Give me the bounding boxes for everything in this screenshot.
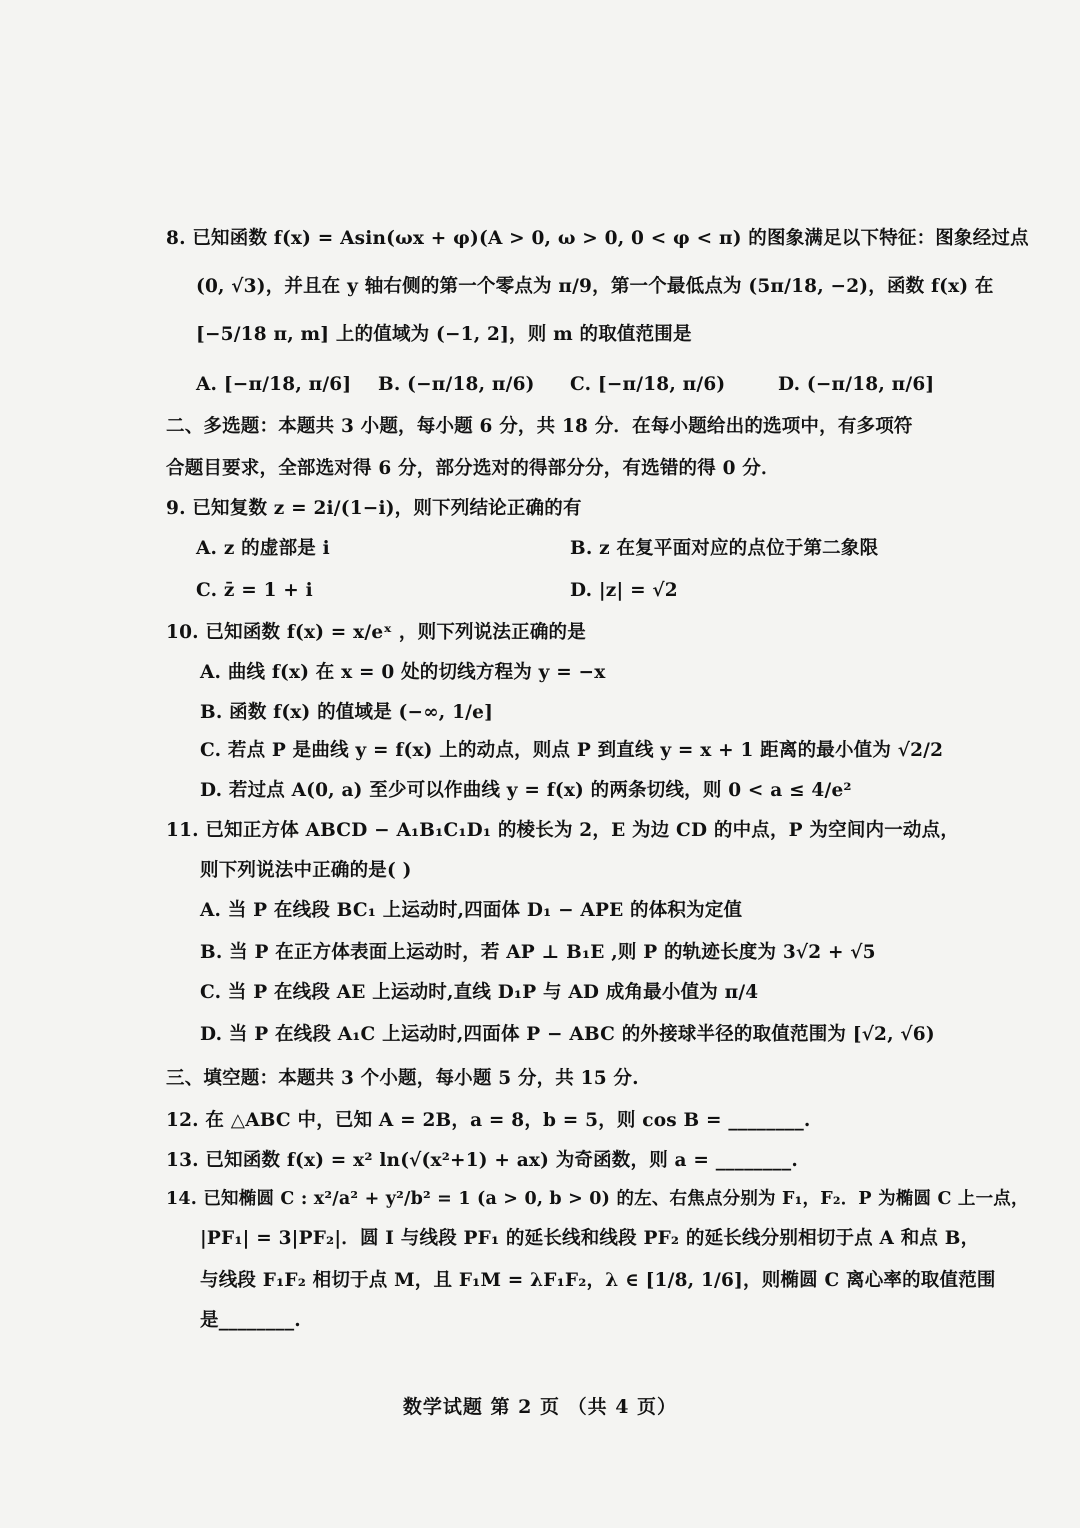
q11-option-a: A. 当 P 在线段 BC₁ 上运动时,四面体 D₁ − APE 的体积为定值 bbox=[200, 900, 743, 921]
q9-option-a: A. z 的虚部是 i bbox=[196, 538, 330, 559]
page-footer: 数学试题 第 2 页 （共 4 页） bbox=[402, 1396, 678, 1418]
q11-option-b: B. 当 P 在正方体表面上运动时，若 AP ⊥ B₁E ,则 P 的轨迹长度为 3√2 + √5 bbox=[200, 942, 876, 963]
q14-line-2: |PF₁| = 3|PF₂|．圆 I 与线段 PF₁ 的延长线和线段 PF₂ 的延长线分别相切于点 A 和点 B， bbox=[200, 1228, 980, 1249]
q8-line-1: 8. 已知函数 f(x) = Asin(ωx + φ)(A > 0, ω > 0, 0 < φ < π) 的图象满足以下特征：图象经过点 bbox=[166, 228, 1029, 249]
q9-option-b: B. z 在复平面对应的点位于第二象限 bbox=[570, 538, 879, 559]
q8-line-3: [−5/18 π, m] 上的值域为 (−1, 2]，则 m 的取值范围是 bbox=[196, 324, 692, 345]
q10-option-d: D. 若过点 A(0, a) 至少可以作曲线 y = f(x) 的两条切线，则 0 < a ≤ 4/e² bbox=[200, 780, 852, 801]
q11-option-c: C. 当 P 在线段 AE 上运动时,直线 D₁P 与 AD 成角最小值为 π/4 bbox=[200, 982, 759, 1003]
q8-option-a: A. [−π/18, π/6] bbox=[196, 374, 352, 395]
q11-line-2: 则下列说法中正确的是( ) bbox=[200, 860, 412, 881]
q10-option-c: C. 若点 P 是曲线 y = f(x) 上的动点，则点 P 到直线 y = x + 1 距离的最小值为 √2/2 bbox=[200, 740, 944, 761]
q9-stem: 9. 已知复数 z = 2i/(1−i)，则下列结论正确的有 bbox=[166, 498, 582, 519]
q11-option-d: D. 当 P 在线段 A₁C 上运动时,四面体 P − ABC 的外接球半径的取值范围为 [√2, √6) bbox=[200, 1024, 935, 1045]
q8-option-d: D. (−π/18, π/6] bbox=[778, 374, 935, 395]
q14-line-3: 与线段 F₁F₂ 相切于点 M，且 F₁M = λF₁F₂，λ ∈ [1/8, 1/6]，则椭圆 C 离心率的取值范围 bbox=[200, 1270, 996, 1291]
q8-option-b: B. (−π/18, π/6) bbox=[378, 374, 535, 395]
q13-line: 13. 已知函数 f(x) = x² ln(√(x²+1) + ax) 为奇函数，则 a = ________. bbox=[166, 1150, 798, 1171]
q10-option-a: A. 曲线 f(x) 在 x = 0 处的切线方程为 y = −x bbox=[200, 662, 606, 683]
q9-option-c: C. z̄ = 1 + i bbox=[196, 580, 313, 601]
section-3-heading: 三、填空题：本题共 3 个小题，每小题 5 分，共 15 分. bbox=[166, 1068, 639, 1089]
q8-option-c: C. [−π/18, π/6) bbox=[570, 374, 726, 395]
q12-line: 12. 在 △ABC 中，已知 A = 2B，a = 8，b = 5，则 cos B = ________. bbox=[166, 1110, 811, 1131]
q9-option-d: D. |z| = √2 bbox=[570, 580, 678, 601]
q10-stem: 10. 已知函数 f(x) = x/eˣ ，则下列说法正确的是 bbox=[166, 622, 586, 643]
q8-line-2: (0, √3)，并且在 y 轴右侧的第一个零点为 π/9，第一个最低点为 (5π/18, −2)，函数 f(x) 在 bbox=[196, 276, 994, 297]
section-2-heading-line-2: 合题目要求，全部选对得 6 分，部分选对的得部分分，有选错的得 0 分． bbox=[166, 458, 780, 479]
q14-line-4: 是________. bbox=[200, 1310, 301, 1331]
section-2-heading-line-1: 二、多选题：本题共 3 小题，每小题 6 分，共 18 分．在每小题给出的选项中，有多项符 bbox=[166, 416, 913, 437]
q10-option-b: B. 函数 f(x) 的值域是 (−∞, 1/e] bbox=[200, 702, 494, 723]
q11-line-1: 11. 已知正方体 ABCD − A₁B₁C₁D₁ 的棱长为 2，E 为边 CD 的中点，P 为空间内一动点， bbox=[166, 820, 960, 841]
q14-line-1: 14. 已知椭圆 C : x²/a² + y²/b² = 1 (a > 0, b > 0) 的左、右焦点分别为 F₁，F₂．P 为椭圆 C 上一点， bbox=[166, 1189, 1029, 1209]
